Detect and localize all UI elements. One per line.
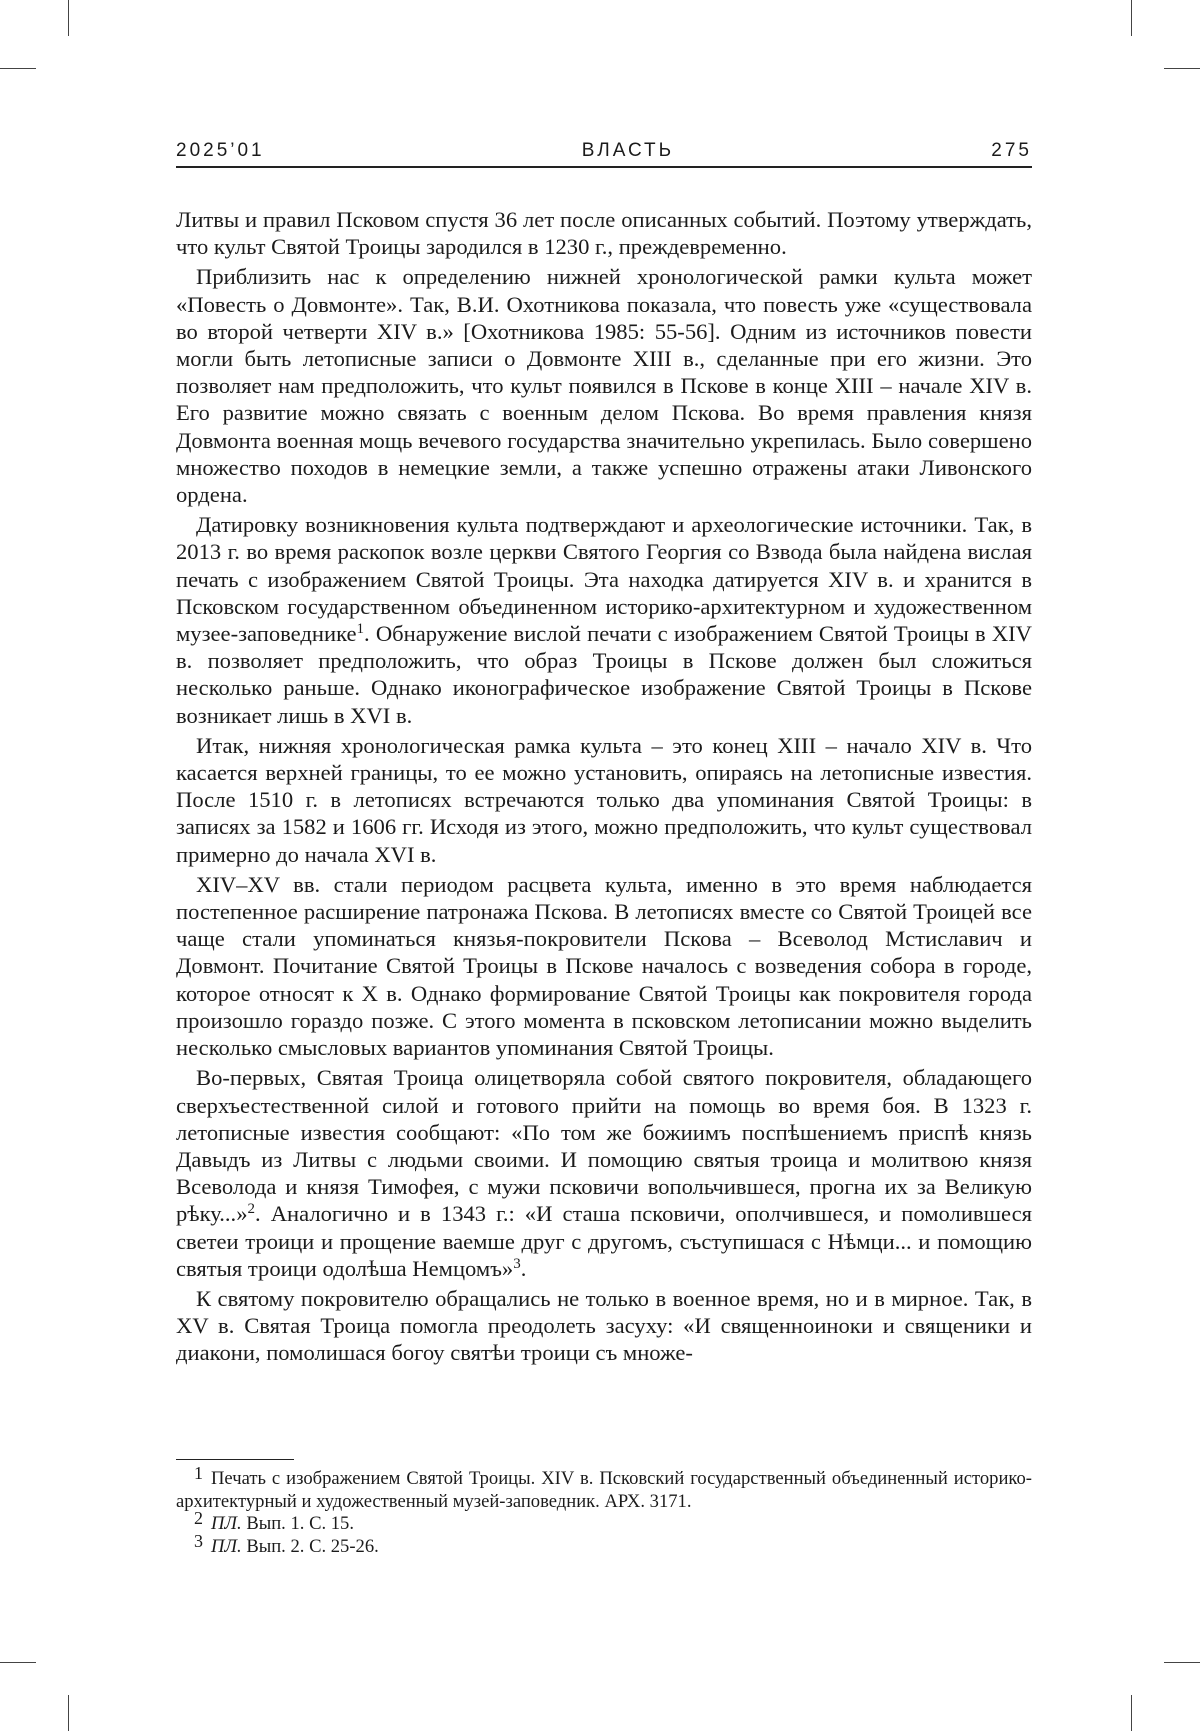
crop-mark-bottom-left (68, 1695, 69, 1731)
footnote-ref[interactable]: 2 (248, 1201, 256, 1217)
paragraph: Во-первых, Святая Троица олицетворяла собой святого покровителя, обладающего сверхъестественной силой и готового прийти на помощь во время боя. В 1323 г. летописные известия сообщают: «По том же божиимъ поспѣшениемъ приспѣ князь Давыдъ из Литвы с людьми своими. И помощию святыя троица и молитвою князя Всеволода и князя Тимофея, с мужи псковичи вопольчившеся, прогна их за Великую рѣку...»2. Аналогично и в 1343 г.: «И сташа псковичи, ополчившеся, и помолившеся светеи троици и прощение ваемше друг с другомъ, съступишася с Нѣмци... и помощию святыя троици одолѣша Немцомъ»3. (176, 1064, 1032, 1282)
footnotes (176, 1468, 1032, 1558)
page-number: 275 (991, 140, 1032, 162)
crop-mark-bottom-left-h (0, 1662, 36, 1663)
paragraph: Литвы и правил Псковом спустя 36 лет после описанных событий. Поэтому утверждать, что культ Святой Троицы зародился в 1230 г., преждевременно. (176, 206, 1032, 260)
crop-mark-top-right (1131, 0, 1132, 36)
crop-mark-bottom-right (1131, 1695, 1132, 1731)
footnote-1: 1 Печать с изображением Святой Троицы. XIV в. Псковский государственный объединенный историко-архитектурный и художественный музей-заповедник. АРХ. 3171. (176, 1468, 1032, 1513)
journal-title: ВЛАСТЬ (582, 140, 674, 162)
article-body (176, 206, 1032, 1367)
issue-number: 2025’01 (176, 140, 265, 162)
footnote-ref[interactable]: 1 (357, 621, 365, 637)
footnote-3: 3 ПЛ. Вып. 2. С. 25-26. (176, 1536, 1032, 1559)
crop-mark-top-left (68, 0, 69, 36)
paragraph: Итак, нижняя хронологическая рамка культа – это конец XIII – начало XIV в. Что касается верхней границы, то ее можно установить, опираясь на летописные известия. После 1510 г. в летописях встречаются только два упоминания Святой Троицы: в записях за 1582 и 1606 гг. Исходя из этого, можно предположить, что культ существовал примерно до начала XVI в. (176, 732, 1032, 868)
running-head (176, 140, 1032, 168)
paragraph: Приблизить нас к определению нижней хронологической рамки культа может «Повесть о Довмонте». Так, В.И. Охотникова показала, что повесть уже «существовала во второй четверти XIV в.» [Охотникова 1985: 55-56]. Одним из источников повести могли быть летописные записи о Довмонте XIII в., сделанные при его жизни. Это позволяет нам предположить, что культ появился в Пскове в конце XIII – начале XIV в. Его развитие можно связать с военным делом Пскова. Во время правления князя Довмонта военная мощь вечевого государства значительно укрепилась. Было совершено множество походов в немецкие земли, а также успешно отражены атаки Ливонского ордена. (176, 263, 1032, 508)
footnote-ref[interactable]: 3 (513, 1256, 521, 1272)
paragraph: XIV–XV вв. стали периодом расцвета культа, именно в это время наблюдается постепенное расширение патронажа Пскова. В летописях вместе со Святой Троицей все чаще стали упоминаться князья-покровители Пскова – Всеволод Мстиславич и Довмонт. Почитание Святой Троицы в Пскове началось с возведения собора в городе, которое относят к X в. Однако формирование Святой Троицы как покровителя города произошло гораздо позже. С этого момента в псковском летописании можно выделить несколько смысловых вариантов упоминания Святой Троицы. (176, 871, 1032, 1061)
paragraph: Датировку возникновения культа подтверждают и археологические источники. Так, в 2013 г. во время раскопок возле церкви Святого Георгия со Взвода была найдена вислая печать с изображением Святой Троицы. Эта находка датируется XIV в. и хранится в Псковском государственном объединенном историко-архитектурном и художественном музее-заповеднике1. Обнаружение вислой печати с изображением Святой Троицы в XIV в. позволяет предположить, что образ Троицы в Пскове должен был сложиться несколько раньше. Однако иконографическое изображение Святой Троицы в Пскове возникает лишь в XVI в. (176, 511, 1032, 729)
paragraph: К святому покровителю обращались не только в военное время, но и в мирное. Так, в XV в. Святая Троица помогла преодолеть засуху: «И священноиноки и священики и диакони, помолишася богоу святѣи троици съ множе- (176, 1285, 1032, 1367)
crop-mark-top-left-h (0, 68, 36, 69)
footnote-2: 2 ПЛ. Вып. 1. С. 15. (176, 1513, 1032, 1536)
crop-mark-top-right-h (1164, 68, 1200, 69)
footnote-separator (176, 1459, 294, 1460)
crop-mark-bottom-right-h (1164, 1662, 1200, 1663)
